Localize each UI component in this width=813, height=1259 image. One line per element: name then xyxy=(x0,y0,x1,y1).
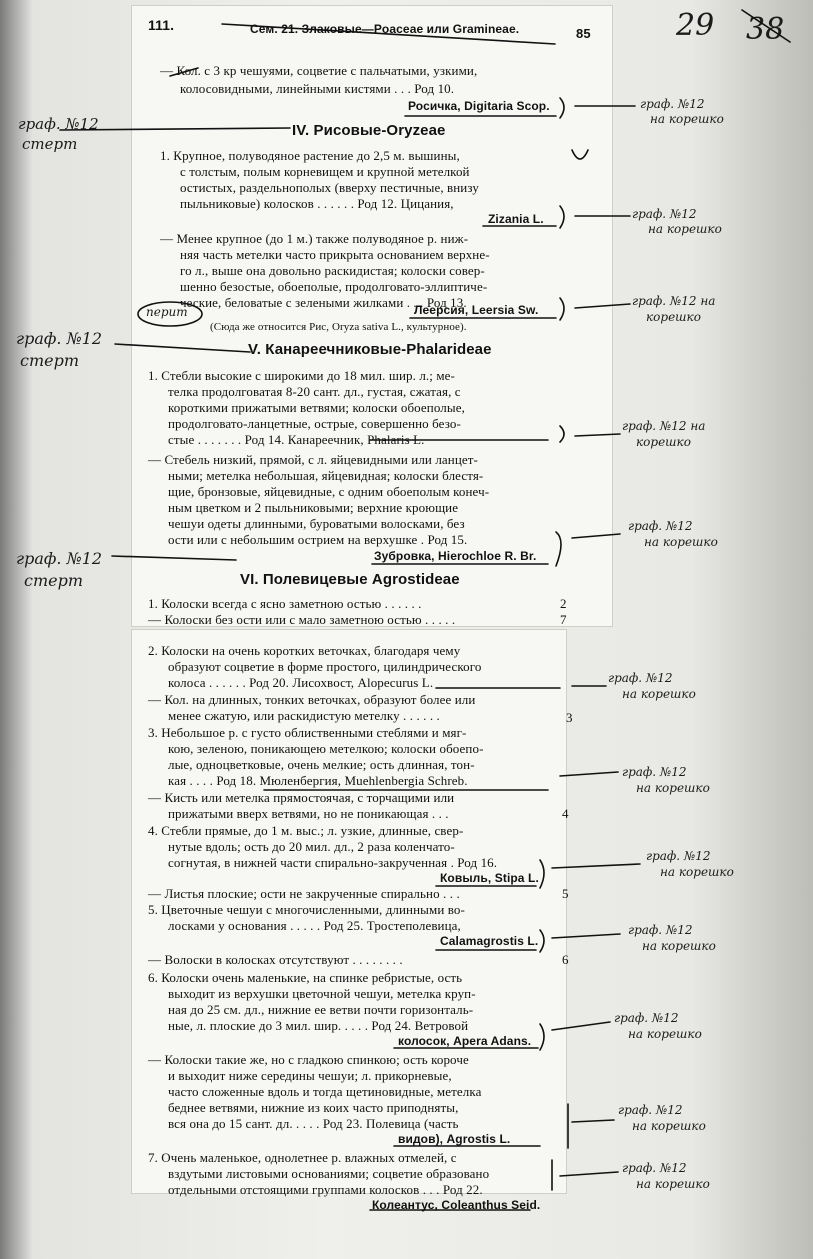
handwritten-note: граф. №12 xyxy=(622,1161,687,1175)
page-number: 85 xyxy=(576,26,591,41)
genus-name: Calamagrostis L. xyxy=(440,934,539,948)
lead-number: 3 xyxy=(566,710,573,725)
genus-name: колосок, Apera Adans. xyxy=(398,1034,532,1048)
genus-name: Zizania L. xyxy=(488,212,544,226)
text-line: шенно безостые, обоеполые, продолговато-эллиптиче- xyxy=(180,279,488,294)
text-line: 1. Стебли высокие с широкими до 18 мил. шир. л.; ме- xyxy=(148,368,455,383)
handwritten-note: граф. №12 xyxy=(16,329,103,348)
handwritten-note: на корешко xyxy=(628,1027,702,1041)
text-line: чешуи одеты длинными, буроватыми волосками, без xyxy=(168,516,465,531)
handwritten-note: граф. №12 xyxy=(618,1103,683,1117)
text-line: и выходит ниже середины чешуи; л. прикорневые, xyxy=(168,1068,452,1083)
handwritten-note: корешко xyxy=(636,435,691,449)
text-line: няя часть метелки часто прикрыта основанием верхне- xyxy=(180,247,490,262)
text-line: прижатыми вверх ветвями, но не поникающая . . . xyxy=(168,806,449,821)
lead-number: 4 xyxy=(562,806,569,821)
text-line: — Менее крупное (до 1 м.) также полуводяное р. ниж- xyxy=(160,231,469,246)
text-line: — Колоски без ости или с мало заметною остью . . . . . xyxy=(148,612,456,627)
text-line: — Волоски в колосках отсутствуют . . . . . . . . xyxy=(148,952,403,967)
text-line: — Кол. с 3 кр чешуями, соцветие с пальчатыми, узкими, xyxy=(160,63,478,78)
handwritten-note: стерт xyxy=(20,351,80,370)
text-line: 2. Колоски на очень коротких веточках, благодаря чему xyxy=(148,643,461,658)
genus-name: Леерсия, Leersia Sw. xyxy=(414,303,539,317)
text-line: ным цветком и 2 пыльниковыми; верхние кроющие xyxy=(168,500,459,515)
handwritten-note: на корешко xyxy=(622,687,696,701)
text-line: ными; метелка небольшая, яйцевидная; колоски блестя- xyxy=(168,468,484,483)
handwritten-note: граф. №12 xyxy=(632,207,697,221)
text-line: стые . . . . . . . Род 14. Канареечник, Phalaris L. xyxy=(168,432,425,447)
handwritten-note: граф. №12 xyxy=(628,519,693,533)
handwritten-note: на корешко xyxy=(632,1119,706,1133)
section-heading: VI. Полевицевые Agrostideae xyxy=(240,571,460,588)
text-line: выходит из верхушки цветочной чешуи, метелка круп- xyxy=(168,986,476,1001)
text-line: вся она до 15 сант. дл. . . . . Род 23. Полевица (часть xyxy=(168,1116,459,1131)
struck-page-number: 38 xyxy=(746,12,785,47)
handwritten-note: граф. №12 xyxy=(646,849,711,863)
text-line: — Стебель низкий, прямой, с л. яйцевидными или ланцет- xyxy=(148,452,478,467)
note-line: (Сюда же относится Рис, Oryza sativa L., культурное). xyxy=(210,321,467,333)
text-line: отдельными отстоящими группами колосков . . . Род 22. xyxy=(168,1182,483,1197)
text-line: 1. Колоски всегда с ясно заметною остью . . . . . . xyxy=(148,596,422,611)
lead-number: 6 xyxy=(562,952,569,967)
text-line: колоса . . . . . . Род 20. Лисохвост, Alopecurus L. xyxy=(168,675,434,690)
text-line: — Кисть или метелка прямостоячая, с торчащими или xyxy=(148,790,455,805)
handwritten-note: на корешко xyxy=(660,865,734,879)
genus-name: Зубровка, Hierochloe R. Br. xyxy=(374,549,537,563)
text-line: 7. Очень маленькое, однолетнее р. влажных отмелей, с xyxy=(148,1150,457,1165)
text-line: колосовидными, линейными кистями . . . Род 10. xyxy=(180,81,455,96)
text-line: щие, бронзовые, яйцевидные, с одним обоеполым конеч- xyxy=(168,484,490,499)
text-line: с толстым, полым корневищем и крупной метелкой xyxy=(180,164,470,179)
handwritten-note: граф. №12 xyxy=(622,765,687,779)
handwritten-note: граф. №12 xyxy=(628,923,693,937)
text-line: 6. Колоски очень маленькие, на спинке ребристые, ость xyxy=(148,970,463,985)
text-line: согнутая, в нижней части спирально-закрученная . Род 16. xyxy=(168,855,498,870)
section-heading: IV. Рисовые-Oryzeae xyxy=(292,122,446,139)
handwritten-note: на корешко xyxy=(648,222,722,236)
text-line: кая . . . . Род 18. Мюленбергия, Muehlenbergia Schreb. xyxy=(168,773,468,788)
genus-name: Колеантус, Coleanthus Seid. xyxy=(372,1198,541,1212)
running-title: Сем. 21. Злаковые—Poaceae или Gramineae. xyxy=(250,22,520,36)
text-line: часто сложенные вдоль и тогда щетиновидные, метелка xyxy=(168,1084,482,1099)
lead-number: 5 xyxy=(562,886,569,901)
text-line: 5. Цветочные чешуи с многочисленными, длинными во- xyxy=(148,902,465,917)
handwritten-note: граф. №12 xyxy=(16,549,103,568)
text-line: ная до 25 см. дл., нижние ее ветви почти горизонталь- xyxy=(168,1002,474,1017)
text-line: нутые вдоль; ость до 20 мил. дл., 2 раза коленчато- xyxy=(168,839,455,854)
handwritten-note: стерт xyxy=(24,571,84,590)
section-heading: V. Канареечниковые-Phalarideae xyxy=(248,341,492,358)
handwritten-note: граф. №12 xyxy=(608,671,673,685)
text-line: продолговато-ланцетные, острые, совершенно безо- xyxy=(168,416,461,431)
handwritten-note: граф. №12 на xyxy=(632,294,716,308)
text-line: вздутыми листовыми основаниями; соцветие образовано xyxy=(168,1166,490,1181)
text-line: 4. Стебли прямые, до 1 м. выс.; л. узкие, длинные, свер- xyxy=(148,823,464,838)
genus-name: Ковыль, Stipa L. xyxy=(440,871,539,885)
text-line: ные, л. плоские до 3 мил. шир. . . . . Род 24. Ветровой xyxy=(168,1018,469,1033)
handwritten-note: на корешко xyxy=(644,535,718,549)
text-line: образуют соцветие в форме простого, цилиндрического xyxy=(168,659,482,674)
left-page-number: 111. xyxy=(148,17,175,33)
text-line: лые, одноцветковые, очень мелкие; ость длинная, тон- xyxy=(168,757,475,772)
text-line: беднее ветвями, нижние из коих часто приподняты, xyxy=(168,1100,459,1115)
text-line: менее сжатую, или раскидистую метелку . . . . . . xyxy=(168,708,440,723)
handwritten-note: граф. №12 xyxy=(614,1011,679,1025)
text-line: ческие, беловатые с зелеными жилками . . . Род 13. xyxy=(180,295,467,310)
handwritten-note: на корешко xyxy=(636,1177,710,1191)
text-line: 3. Небольшое р. с густо облиственными стеблями и мяг- xyxy=(148,725,467,740)
text-line: остистых, раздельнополых (вверху пестичные, внизу xyxy=(180,180,479,195)
lead-number: 2 xyxy=(560,596,567,611)
handwritten-note: граф. №12 на xyxy=(622,419,706,433)
genus-name: Росичка, Digitaria Scop. xyxy=(408,99,550,113)
text-line: ости или с небольшим острием на верхушке . Род 15. xyxy=(168,532,468,547)
handwritten-note: на корешко xyxy=(636,781,710,795)
lead-number: 7 xyxy=(560,612,567,627)
text-line: 1. Крупное, полуводяное растение до 2,5 м. вышины, xyxy=(160,148,460,163)
text-line: лосками у основания . . . . . Род 25. Тростеполевица, xyxy=(168,918,461,933)
handwritten-note: граф. №12 xyxy=(640,97,705,111)
handwritten-note: на корешко xyxy=(650,112,724,126)
handwritten-note: на корешко xyxy=(642,939,716,953)
text-line: — Кол. на длинных, тонких веточках, образуют более или xyxy=(148,692,476,707)
handwritten-stamp: перит xyxy=(146,305,188,319)
text-line: короткими прижатыми ветвями; колоски обоеполые, xyxy=(168,400,465,415)
text-line: телка продолговатая 8-20 сант. дл., густая, сжатая, с xyxy=(168,384,461,399)
handwritten-note: корешко xyxy=(646,310,701,324)
handwritten-note: граф. №12 xyxy=(18,115,99,133)
text-line: — Колоски такие же, но с гладкою спинкою; ость короче xyxy=(148,1052,469,1067)
handwritten-page-number: 29 xyxy=(676,8,715,43)
text-line: — Листья плоские; ости не закрученные спирально . . . xyxy=(148,886,460,901)
text-line: пыльниковые) колосков . . . . . . Род 12. Цицания, xyxy=(180,196,454,211)
text-line: го л., выше она довольно раскидистая; колоски совер- xyxy=(180,263,485,278)
text-line: кою, зеленою, поникающею метелкою; колоски обоепо- xyxy=(168,741,484,756)
genus-name: видов), Agrostis L. xyxy=(398,1132,511,1146)
handwritten-note: стерт xyxy=(22,135,78,153)
